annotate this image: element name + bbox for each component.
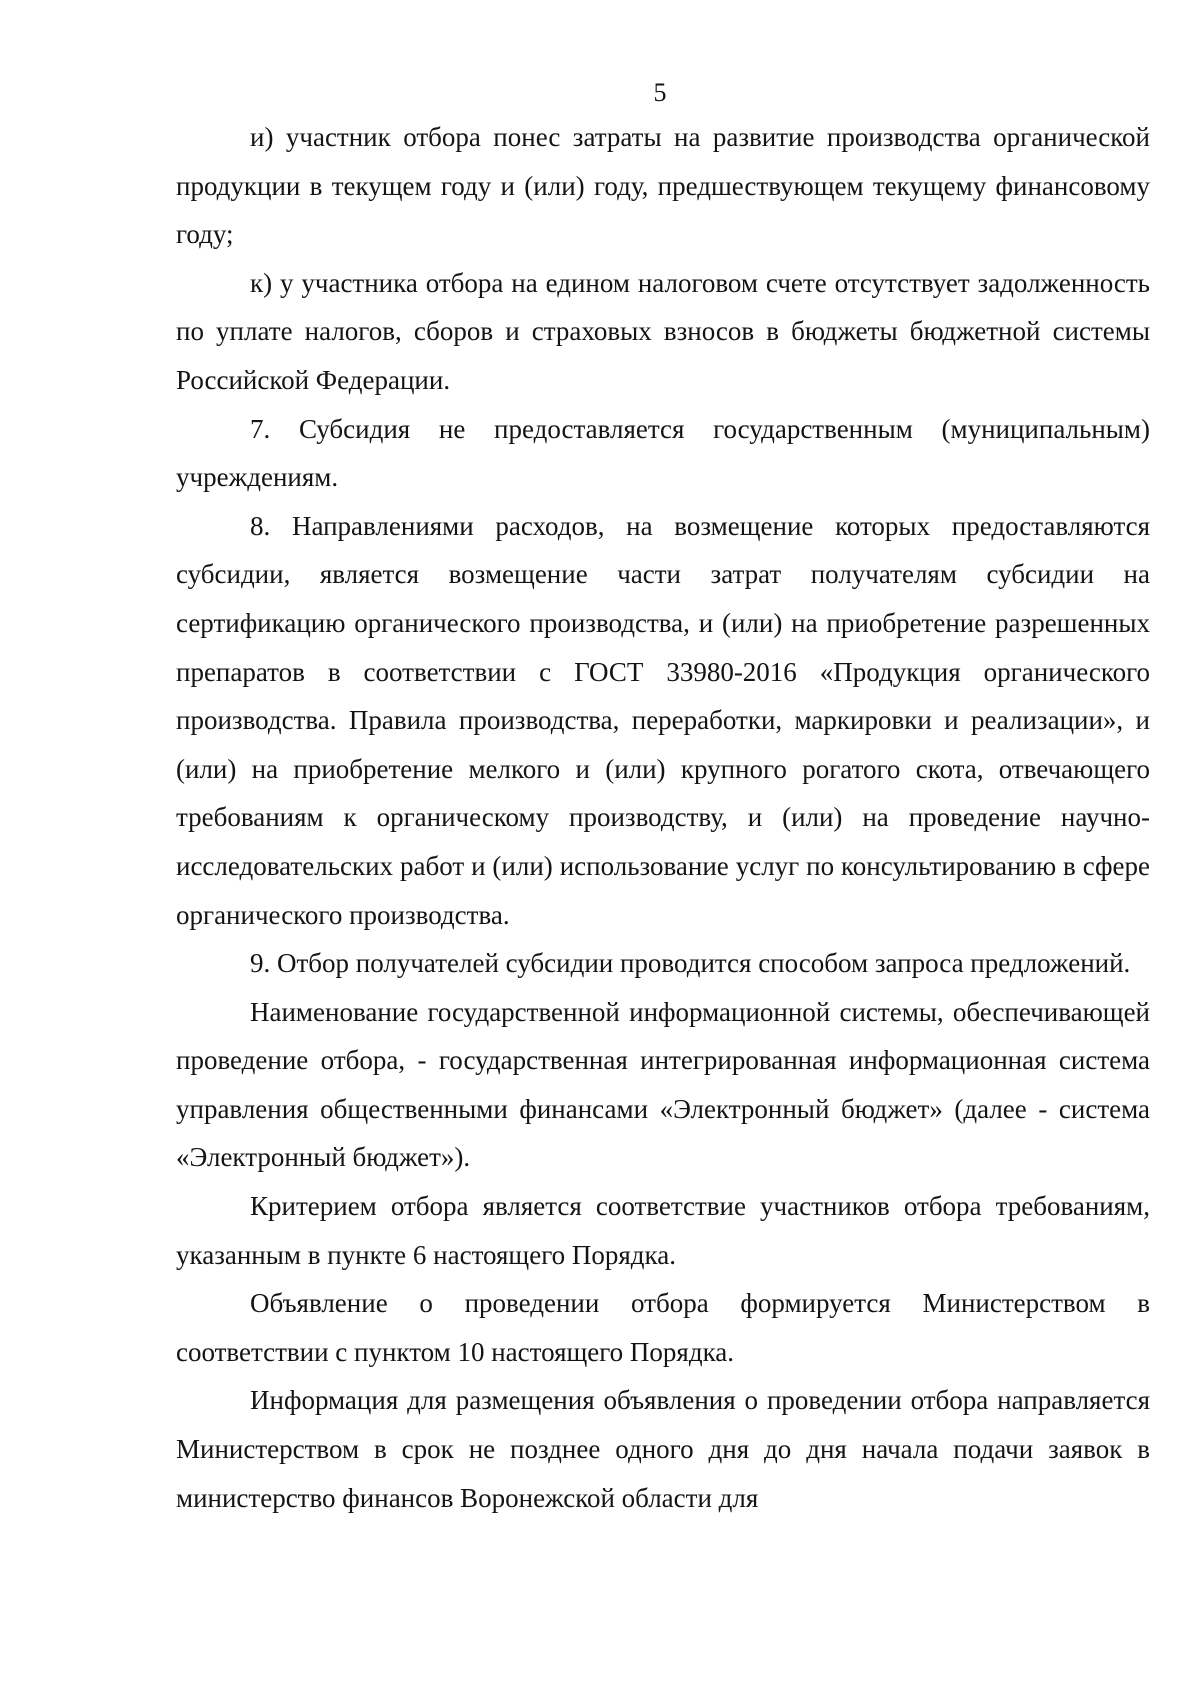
paragraph-subitem-k: к) у участника отбора на едином налоговом счете отсутствует задолженность по уплате налогов, сборов и страховых взносов в бюджеты бюджетной системы Российской Федерации.: [176, 267, 1150, 395]
paragraph-item-7: 7. Субсидия не предоставляется государственным (муниципальным) учреждениям.: [176, 413, 1150, 493]
paragraph-announcement: Объявление о проведении отбора формируется Министерством в соответствии с пунктом 10 настоящего Порядка.: [176, 1288, 1150, 1367]
paragraph-information-system: Наименование государственной информационной системы, обеспечивающей проведение отбора, - государственная интегрированная информационная система управления общественными финансами «Электронный бюджет» (далее - система «Электронный бюджет»).: [176, 996, 1150, 1173]
paragraph-item-8: 8. Направлениями расходов, на возмещение которых предоставляются субсидии, является возмещение части затрат получателям субсидии на сертификацию органического производства, и (или) на приобретение разрешенных препаратов в соответствии с ГОСТ 33980-2016 «Продукция органического производства. Правила производства, переработки, маркировки и реализации», и (или) на приобретение мелкого и (или) крупного рогатого скота, отвечающего требованиям к органическому производству, и (или) на проведение научно-исследовательских работ и (или) использование услуг по консультированию в сфере органического производства.: [176, 510, 1150, 930]
paragraph-item-9: 9. Отбор получателей субсидии проводится способом запроса предложений.: [250, 948, 1131, 979]
page-number: 5: [653, 78, 667, 107]
paragraph-information-submission: Информация для размещения объявления о проведении отбора направляется Министерством в срок не позднее одного дня до дня начала подачи заявок в министерство финансов Воронежской области для: [176, 1385, 1150, 1513]
document-body: [176, 113, 1150, 1522]
paragraph-selection-criterion: Критерием отбора является соответствие участников отбора требованиям, указанным в пункте 6 настоящего Порядка.: [176, 1191, 1150, 1270]
paragraph-subitem-i: и) участник отбора понес затраты на развитие производства органической продукции в текущем году и (или) году, предшествующем текущему финансовому году;: [176, 122, 1150, 250]
